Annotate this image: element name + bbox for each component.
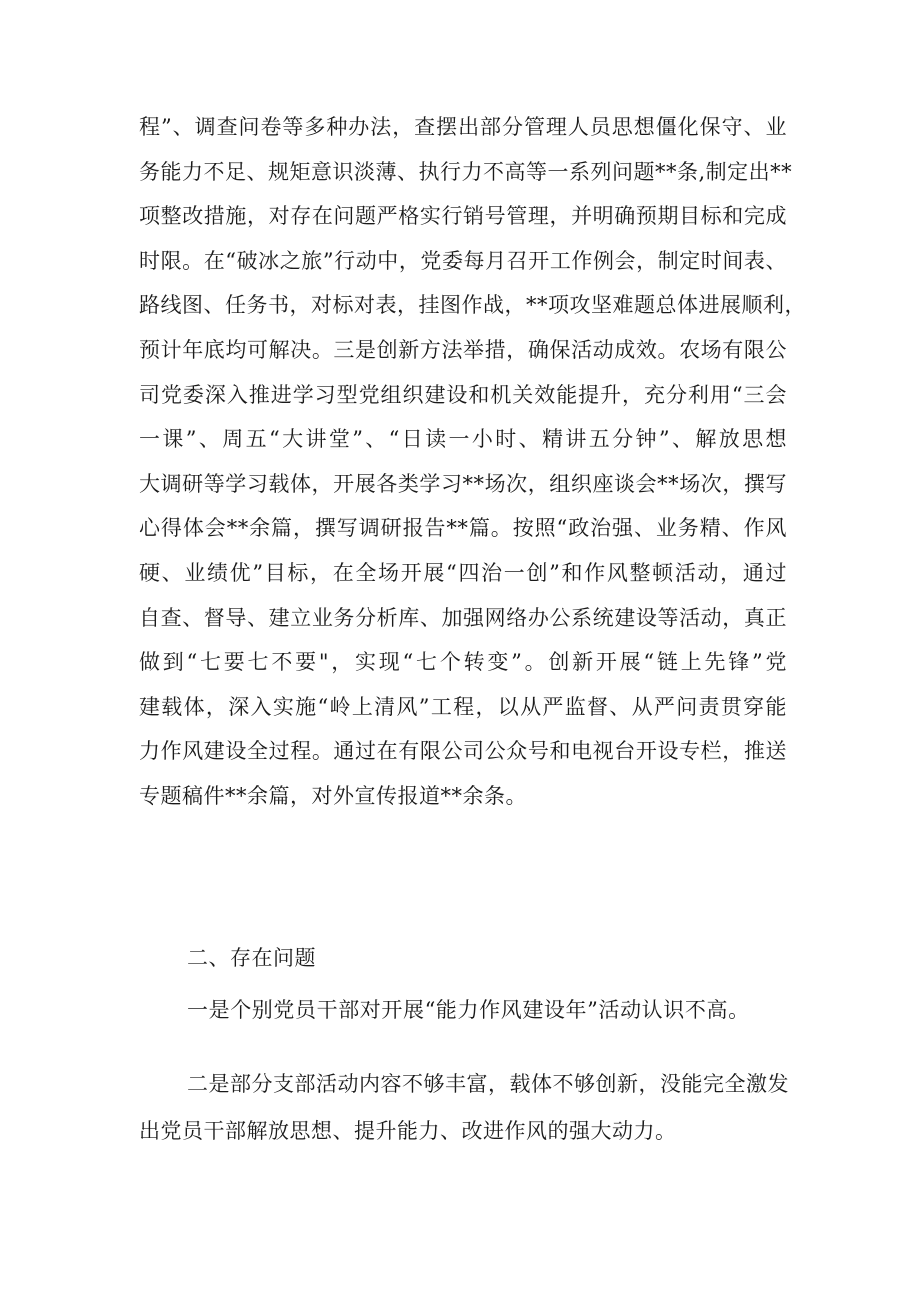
paragraph-line: 大调研等学习载体，开展各类学习**场次，组织座谈会**场次，撰写 [139, 471, 787, 496]
paragraph-line: 程”、调查问卷等多种办法，查摆出部分管理人员思想僵化保守、业 [139, 115, 787, 139]
paragraph-line: 自查、督导、建立业务分析库、加强网络办公系统建设等活动，真正 [139, 605, 787, 630]
paragraph-line: 二是部分支部活动内容不够丰富，载体不够创新，没能完全激发 [187, 1072, 789, 1096]
paragraph-line: 做到“七要七不要"，实现“七个转变”。创新开展“链上先锋”党 [139, 650, 787, 675]
paragraph-line: 心得体会**余篇，撰写调研报告**篇。按照“政治强、业务精、作风 [139, 516, 787, 541]
body-paragraph-3 [139, 1061, 787, 1155]
body-paragraph-2: 一是个别党员干部对开展“能力作风建设年”活动认识不高。 [187, 998, 750, 1022]
paragraph-line: 专题稿件**余篇，对外宣传报道**余条。 [139, 783, 527, 808]
paragraph-line: 路线图、任务书，对标对表，挂图作战，**项攻坚难题总体进展顺利， [139, 293, 806, 318]
paragraph-line: 预计年底均可解决。三是创新方法举措，确保活动成效。农场有限公 [139, 337, 787, 362]
paragraph-line: 建载体，深入实施“岭上清风”工程，以从严监督、从严问责贯穿能 [139, 694, 787, 719]
paragraph-line: 务能力不足、规矩意识淡薄、执行力不高等一系列问题**条,制定出** [139, 159, 793, 184]
paragraph-line: 力作风建设全过程。通过在有限公司公众号和电视台开设专栏，推送 [139, 739, 787, 764]
body-paragraph-1 [139, 105, 806, 819]
paragraph-line: 司党委深入推进学习型党组织建设和机关效能提升，充分利用“三会 [139, 382, 787, 407]
section-heading: 二、存在问题 [187, 946, 316, 970]
paragraph-line: 时限。在“破冰之旅”行动中，党委每月召开工作例会，制定时间表、 [139, 248, 787, 273]
paragraph-line: 一课”、周五“大讲堂”、“日读一小时、精讲五分钟”、解放思想 [139, 427, 787, 452]
paragraph-line: 出党员干部解放思想、提升能力、改进作风的强大动力。 [139, 1119, 677, 1143]
paragraph-line: 硬、业绩优”目标，在全场开展“四治一创”和作风整顿活动，通过 [139, 560, 787, 585]
paragraph-line: 项整改措施，对存在问题严格实行销号管理，并明确预期目标和完成 [139, 204, 787, 229]
